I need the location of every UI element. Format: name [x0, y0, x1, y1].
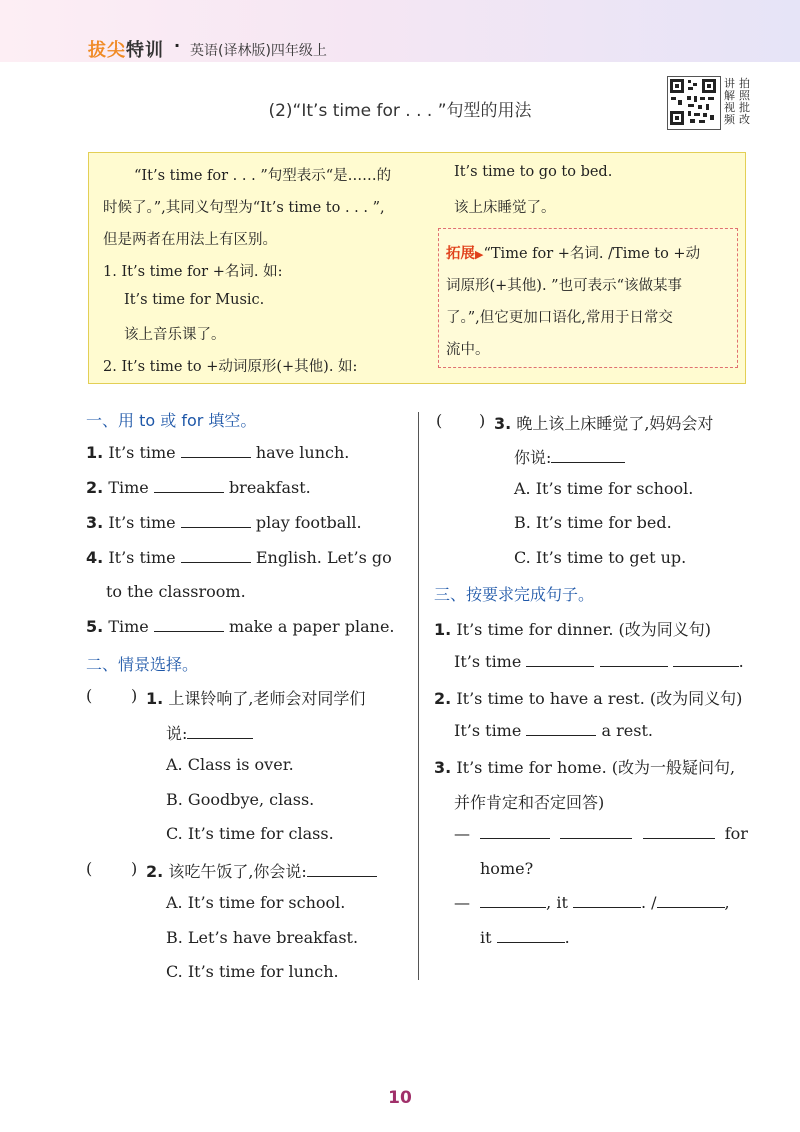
- answer-blank[interactable]: [673, 652, 739, 667]
- answer-blank[interactable]: [526, 721, 596, 736]
- answer-line: — , it . / ,: [454, 893, 730, 912]
- page-number: 10: [388, 1088, 412, 1108]
- question-continuation: 并作肯定和否定回答): [454, 793, 605, 812]
- option-b: B. It’s time for bed.: [514, 513, 672, 532]
- note-line: 时候了。”,其同义句型为“It’s time to . . . ”,: [103, 200, 385, 216]
- option-c: C. It’s time for class.: [166, 824, 334, 843]
- extension-line: 流中。: [446, 342, 490, 358]
- page-header: [0, 0, 800, 62]
- answer-paren-close: ): [479, 411, 486, 430]
- list-item: 2. Time breakfast.: [86, 478, 311, 497]
- question-text: 1. 上课铃响了,老师会对同学们: [146, 689, 366, 708]
- answer-blank[interactable]: [573, 893, 641, 908]
- note-line: 但是两者在用法上有区别。: [103, 232, 277, 248]
- answer-paren-close: ): [131, 859, 138, 878]
- question-text: 2. It’s time to have a rest. (改为同义句): [434, 689, 743, 708]
- answer-blank[interactable]: [560, 824, 632, 839]
- list-item: 3. It’s time play football.: [86, 513, 362, 532]
- answer-blank[interactable]: [480, 893, 546, 908]
- part3-title: 三、按要求完成句子。: [434, 585, 595, 604]
- answer-blank[interactable]: [154, 617, 224, 632]
- answer-blank[interactable]: [497, 928, 565, 943]
- option-b: B. Goodbye, class.: [166, 790, 315, 809]
- list-item: 4. It’s time English. Let’s go: [86, 548, 392, 567]
- option-c: C. It’s time to get up.: [514, 548, 687, 567]
- question-text: 3. It’s time for home. (改为一般疑问句,: [434, 758, 736, 777]
- note-line: It’s time for Music.: [124, 292, 265, 308]
- extension-line: 了。”,但它更加口语化,常用于日常交: [446, 310, 673, 326]
- answer-blank[interactable]: [480, 824, 550, 839]
- question-continuation: 你说:: [514, 445, 625, 468]
- answer-blank[interactable]: [600, 652, 668, 667]
- part2-title: 二、情景选择。: [86, 655, 199, 674]
- answer-paren-close: ): [131, 686, 138, 705]
- answer-line: it .: [480, 928, 570, 947]
- answer-line: It’s time a rest.: [454, 721, 653, 740]
- answer-line-continuation: home?: [480, 859, 534, 878]
- answer-line: It’s time .: [454, 652, 744, 671]
- answer-paren-open: (: [86, 686, 93, 705]
- question-text: 3. 晚上该上床睡觉了,妈妈会对: [494, 414, 714, 433]
- answer-blank[interactable]: [187, 724, 253, 739]
- question-continuation: 说:: [166, 721, 253, 744]
- answer-blank[interactable]: [181, 443, 251, 458]
- answer-blank[interactable]: [643, 824, 715, 839]
- note-line: “It’s time for . . . ”句型表示“是……的: [134, 168, 392, 184]
- option-a: A. Class is over.: [166, 755, 294, 774]
- qr-side-label: 讲 拍 解 照 视 批 频 改: [724, 77, 750, 126]
- option-c: C. It’s time for lunch.: [166, 962, 339, 981]
- section-title: (2)“It’s time for . . . ”句型的用法: [268, 101, 532, 121]
- answer-blank[interactable]: [551, 448, 625, 463]
- answer-paren-open: (: [86, 859, 93, 878]
- note-line: 2. It’s time to +动词原形(+其他). 如:: [103, 359, 358, 375]
- qr-code[interactable]: [667, 76, 721, 130]
- note-line: It’s time to go to bed.: [454, 164, 613, 180]
- answer-blank[interactable]: [181, 548, 251, 563]
- list-item: 1. It’s time have lunch.: [86, 443, 350, 462]
- header-subject: 英语(译林版)四年级上: [190, 43, 327, 59]
- answer-blank[interactable]: [154, 478, 224, 493]
- extension-tag: 拓展: [446, 246, 475, 262]
- header-separator: ·: [174, 36, 181, 55]
- note-line: 该上音乐课了。: [124, 327, 226, 343]
- option-a: A. It’s time for school.: [166, 893, 346, 912]
- question-text: 1. It’s time for dinner. (改为同义句): [434, 620, 711, 639]
- option-b: B. Let’s have breakfast.: [166, 928, 359, 947]
- question-text: 2. 该吃午饭了,你会说:: [146, 859, 377, 882]
- answer-blank[interactable]: [307, 862, 377, 877]
- answer-paren-open: (: [436, 411, 443, 430]
- list-item-continuation: to the classroom.: [106, 582, 246, 601]
- extension-line: 拓展▶“Time for +名词. /Time to +动: [446, 246, 701, 262]
- answer-blank[interactable]: [181, 513, 251, 528]
- part1-title: 一、用 to 或 for 填空。: [86, 411, 257, 430]
- note-line: 该上床睡觉了。: [454, 200, 556, 216]
- column-divider: [418, 412, 419, 980]
- qr-code-icon: [668, 77, 718, 127]
- answer-blank[interactable]: [526, 652, 594, 667]
- list-item: 5. Time make a paper plane.: [86, 617, 395, 636]
- note-line: 1. It’s time for +名词. 如:: [103, 264, 283, 280]
- answer-blank[interactable]: [657, 893, 725, 908]
- answer-line: — for: [454, 824, 748, 843]
- brand-logo: 拔尖特训: [88, 40, 164, 61]
- triangle-right-icon: ▶: [475, 248, 484, 261]
- option-a: A. It’s time for school.: [514, 479, 694, 498]
- extension-line: 词原形(+其他). ”也可表示“该做某事: [446, 278, 683, 294]
